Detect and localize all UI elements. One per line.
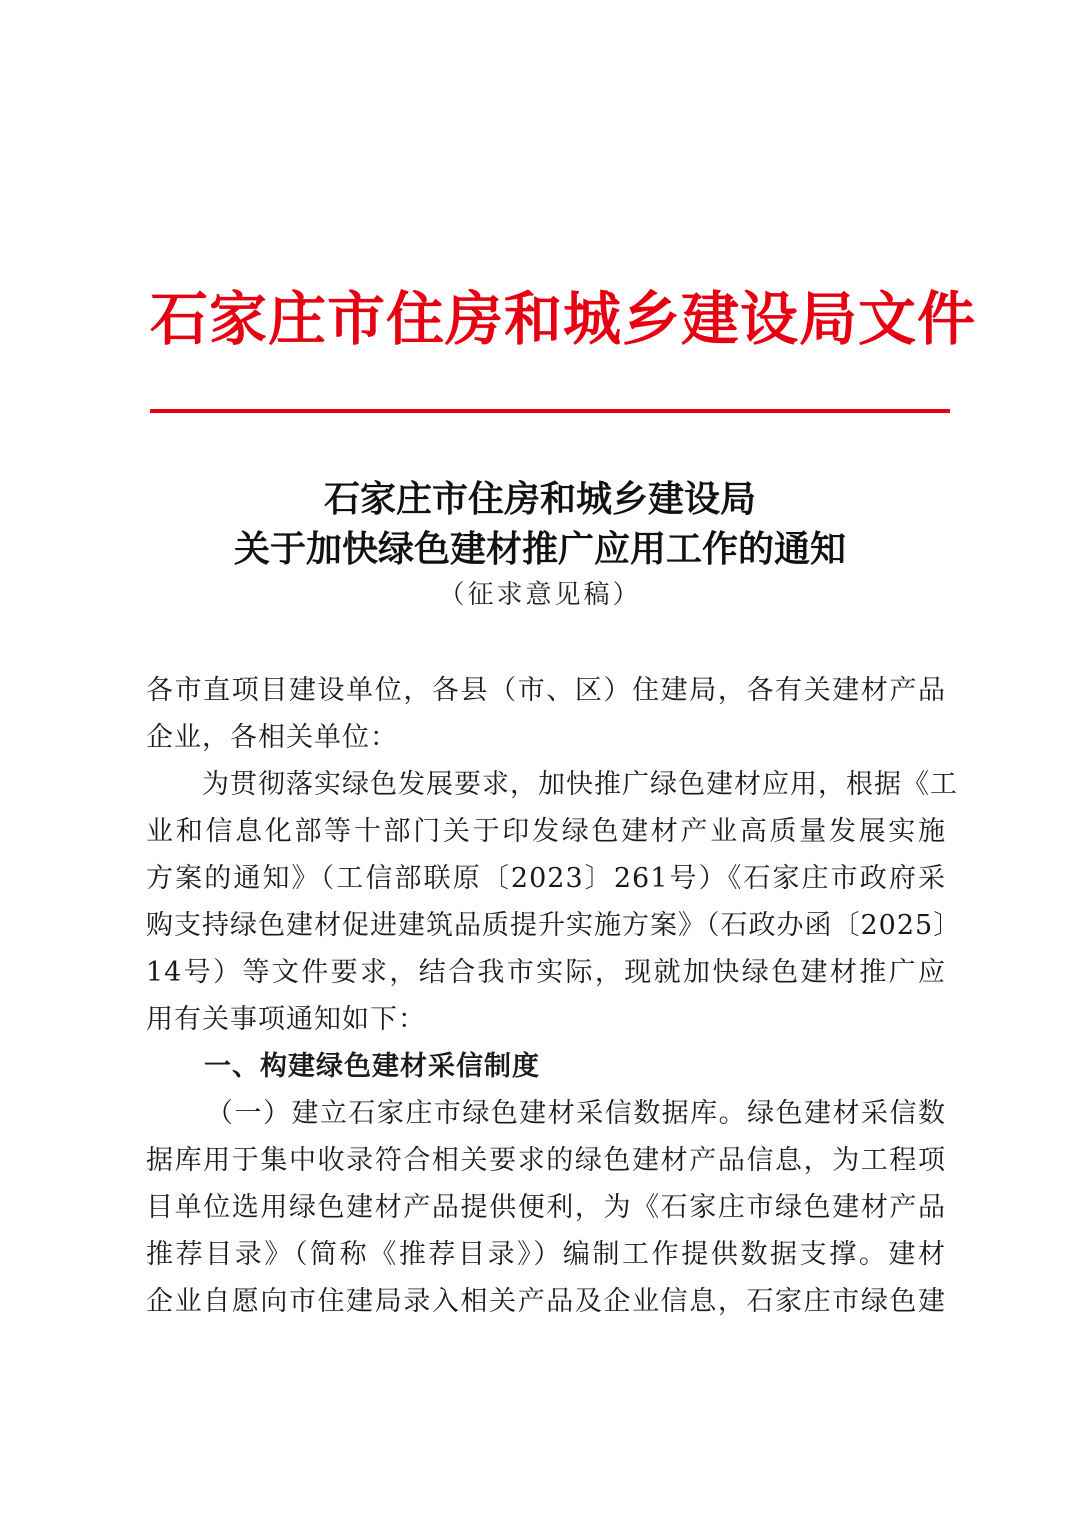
addressee-line: 各市直项目建设单位，各县（市、区）住建局，各有关建材产品 — [146, 675, 946, 706]
masthead-red-rule — [150, 409, 950, 413]
paragraph-line: 企业自愿向市住建局录入相关产品及企业信息，石家庄市绿色建 — [146, 1286, 946, 1317]
document-title-line-2: 关于加快绿色建材推广应用工作的通知 — [233, 528, 846, 570]
paragraph-line: 据库用于集中收录符合相关要求的绿色建材产品信息，为工程项 — [146, 1145, 946, 1176]
draft-note: （征求意见稿） — [438, 580, 642, 610]
paragraph-line: 购支持绿色建材促进建筑品质提升实施方案》（石政办函〔2025〕 — [146, 910, 962, 941]
masthead-title: 石家庄市住房和城乡建设局文件 — [150, 285, 977, 353]
addressee-line: 企业，各相关单位： — [146, 722, 398, 753]
paragraph-line: 14号）等文件要求，结合我市实际，现就加快绿色建材推广应 — [146, 957, 946, 988]
paragraph-line: （一）建立石家庄市绿色建材采信数据库。绿色建材采信数 — [206, 1098, 946, 1129]
paragraph-line: 业和信息化部等十部门关于印发绿色建材产业高质量发展实施 — [146, 816, 946, 847]
document-body — [146, 667, 962, 1325]
document-title-line-1: 石家庄市住房和城乡建设局 — [323, 478, 756, 520]
paragraph-line: 为贯彻落实绿色发展要求，加快推广绿色建材应用，根据《工 — [202, 769, 958, 800]
paragraph-line: 推荐目录》（简称《推荐目录》）编制工作提供数据支撑。建材 — [146, 1239, 946, 1270]
paragraph-line: 目单位选用绿色建材产品提供便利，为《石家庄市绿色建材产品 — [146, 1192, 946, 1223]
paragraph-line: 方案的通知》（工信部联原〔2023〕261号）《石家庄市政府采 — [146, 863, 946, 894]
paragraph-line: 用有关事项通知如下： — [146, 1004, 426, 1035]
document-title — [140, 474, 940, 574]
section-heading: 一、构建绿色建材采信制度 — [204, 1051, 540, 1082]
